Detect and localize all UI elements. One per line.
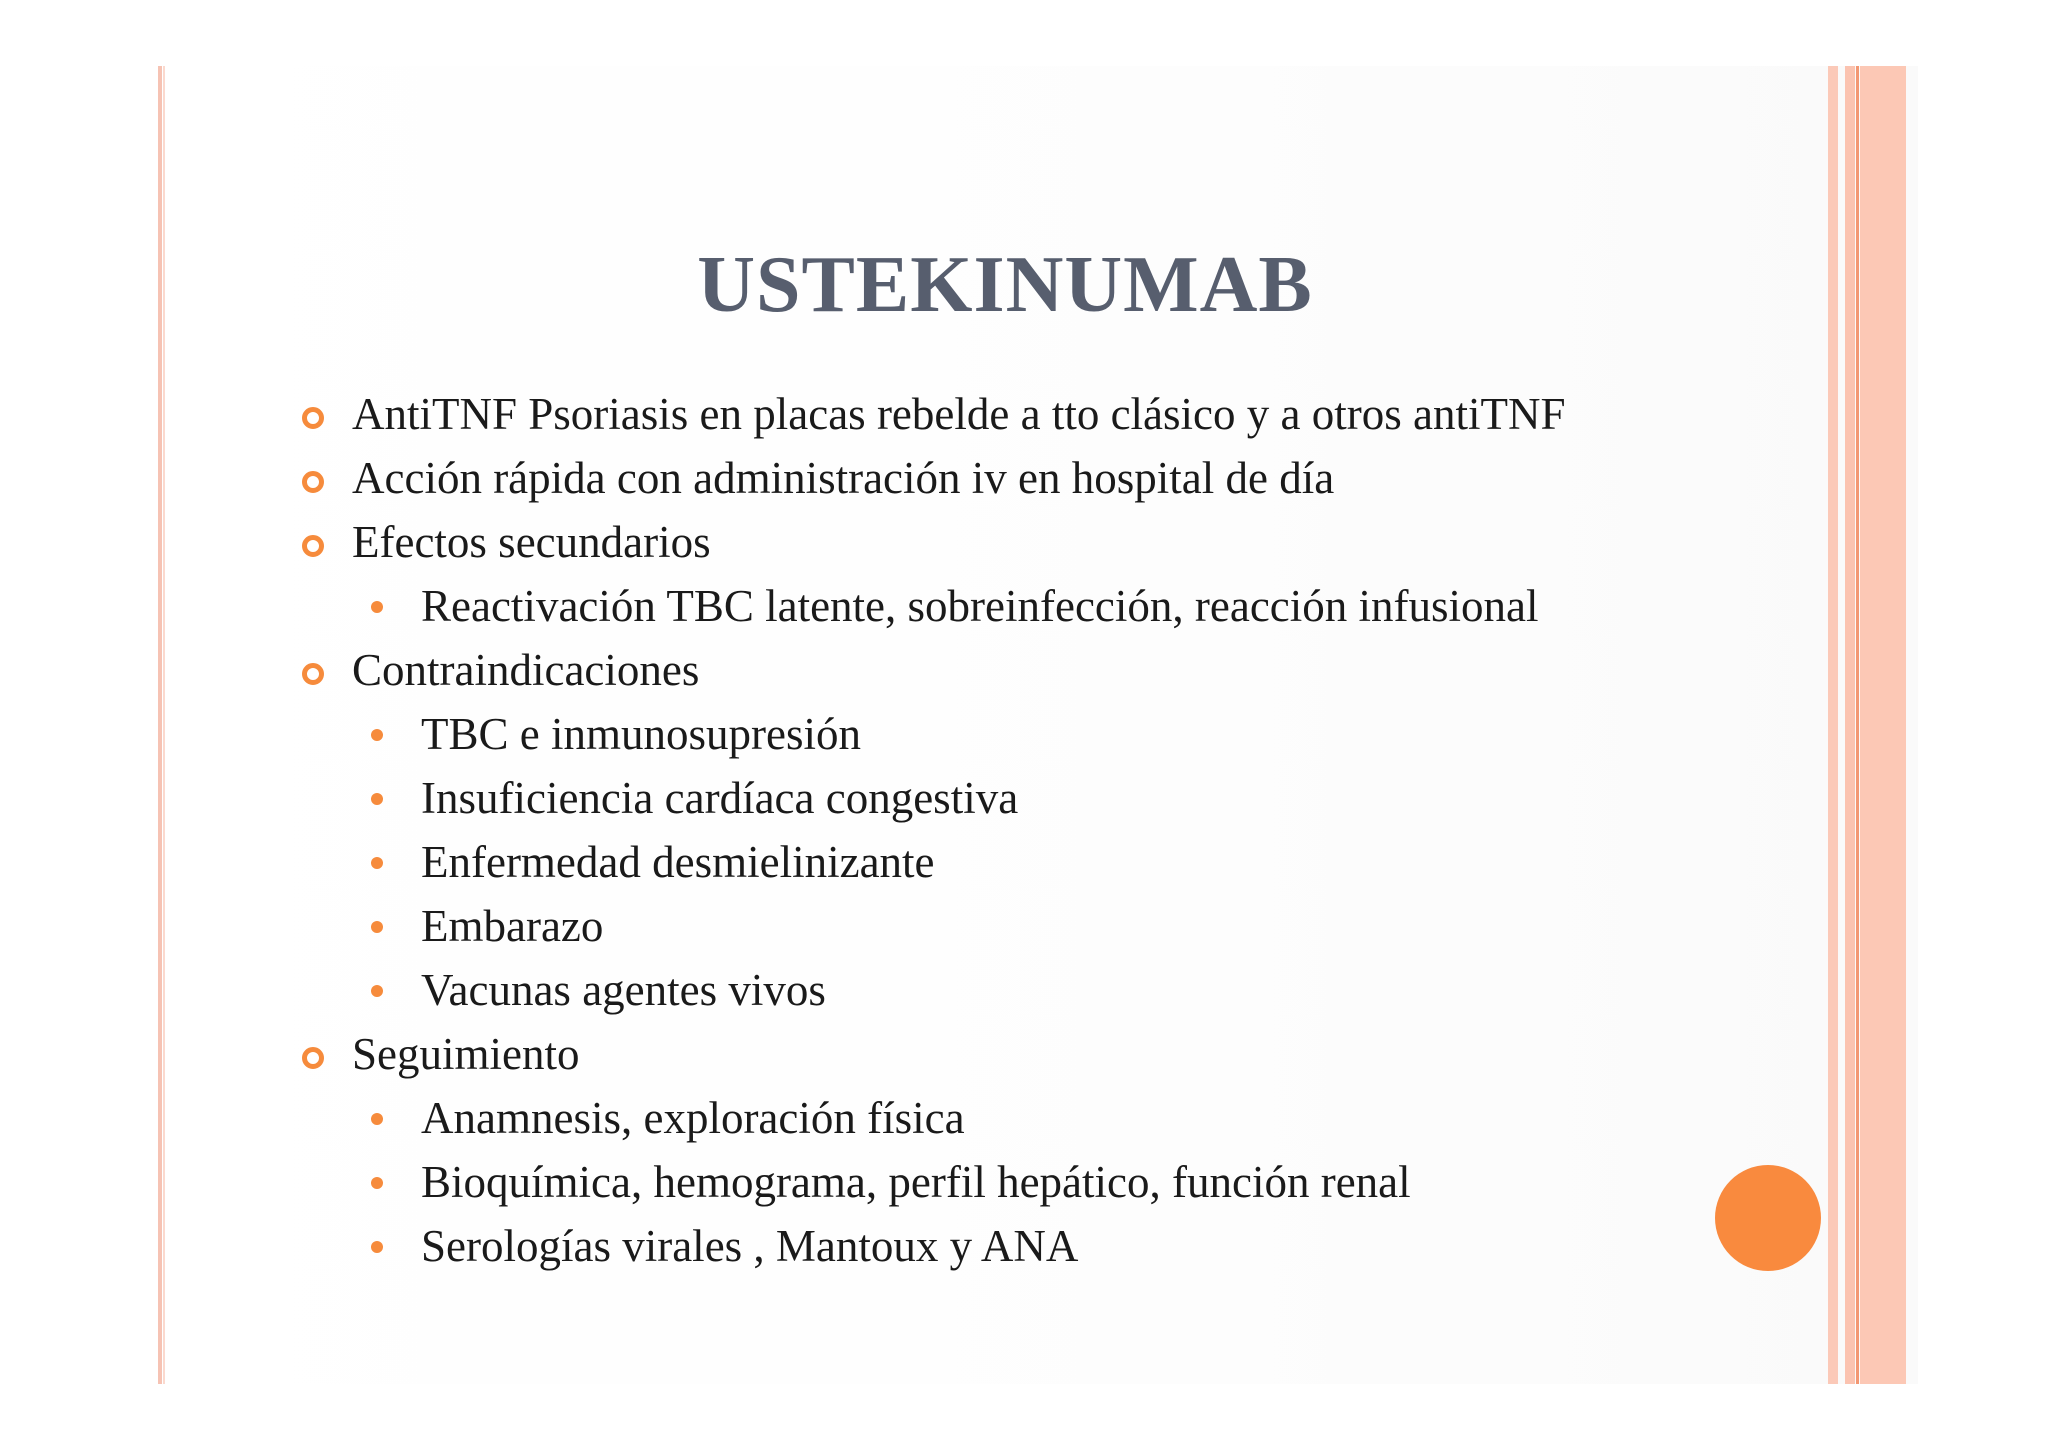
sub-list-item-text: Anamnesis, exploración física xyxy=(421,1093,965,1143)
dot-bullet-icon xyxy=(371,1241,383,1253)
ring-bullet-icon xyxy=(302,407,324,429)
ring-bullet-icon xyxy=(302,471,324,493)
list-item xyxy=(290,510,1790,574)
bullet-list xyxy=(290,382,1790,1278)
sub-list-item xyxy=(290,958,1790,1022)
dot-bullet-icon xyxy=(371,985,383,997)
sub-list-item-text: Reactivación TBC latente, sobreinfección, reacción infusional xyxy=(421,581,1539,631)
ring-bullet-icon xyxy=(302,535,324,557)
ring-bullet-icon xyxy=(302,1047,324,1069)
sub-list-item xyxy=(290,574,1790,638)
sub-list-item xyxy=(290,1150,1790,1214)
dot-bullet-icon xyxy=(371,857,383,869)
dot-bullet-icon xyxy=(371,921,383,933)
list-item-text: AntiTNF Psoriasis en placas rebelde a tto clásico y a otros antiTNF xyxy=(352,389,1566,439)
list-item-text: Efectos secundarios xyxy=(352,517,711,567)
list-item xyxy=(290,382,1790,446)
sub-list-item-text: Insuficiencia cardíaca congestiva xyxy=(421,773,1019,823)
sub-list-item-text: Vacunas agentes vivos xyxy=(421,965,826,1015)
list-item xyxy=(290,1022,1790,1086)
sub-list-item xyxy=(290,766,1790,830)
dot-bullet-icon xyxy=(371,793,383,805)
sub-list-item xyxy=(290,1214,1790,1278)
list-item xyxy=(290,638,1790,702)
sub-list-item-text: TBC e inmunosupresión xyxy=(421,709,861,759)
list-item xyxy=(290,446,1790,510)
dot-bullet-icon xyxy=(371,601,383,613)
sub-list-item-text: Enfermedad desmielinizante xyxy=(421,837,935,887)
sub-list-item-text: Bioquímica, hemograma, perfil hepático, función renal xyxy=(421,1157,1411,1207)
dot-bullet-icon xyxy=(371,1113,383,1125)
sub-list-item xyxy=(290,830,1790,894)
list-item-text: Seguimiento xyxy=(352,1029,580,1079)
sub-list-item-text: Embarazo xyxy=(421,901,604,951)
ring-bullet-icon xyxy=(302,663,324,685)
sub-list-item-text: Serologías virales , Mantoux y ANA xyxy=(421,1221,1079,1271)
list-item-text: Contraindicaciones xyxy=(352,645,700,695)
sub-list-item xyxy=(290,702,1790,766)
slide-title: USTEKINUMAB xyxy=(697,241,1313,329)
sub-list-item xyxy=(290,1086,1790,1150)
orange-circle-decoration xyxy=(1715,1165,1821,1271)
list-item-text: Acción rápida con administración iv en hospital de día xyxy=(352,453,1335,503)
sub-list-item xyxy=(290,894,1790,958)
dot-bullet-icon xyxy=(371,729,383,741)
dot-bullet-icon xyxy=(371,1177,383,1189)
